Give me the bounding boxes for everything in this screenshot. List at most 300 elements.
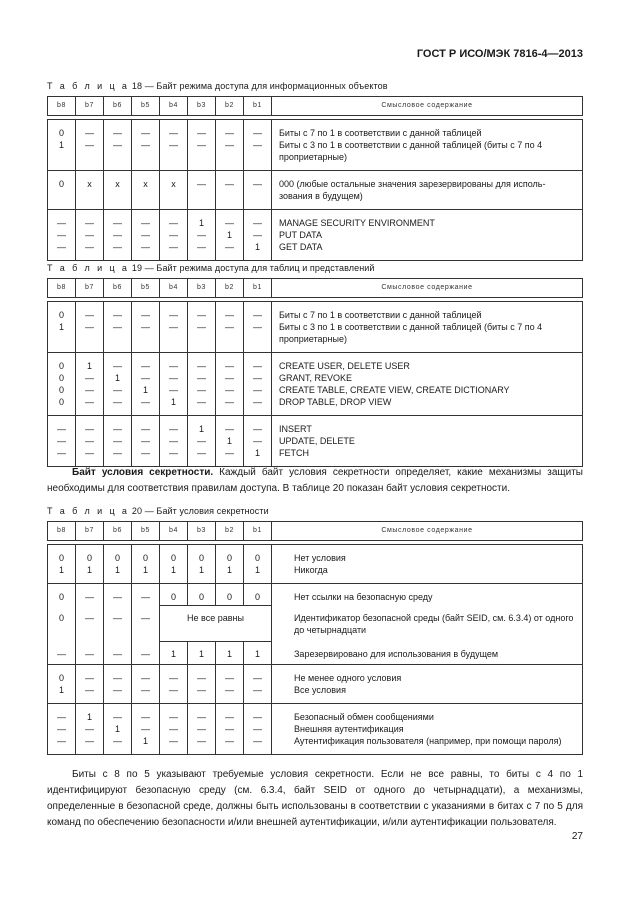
bit-value: 0	[58, 179, 64, 189]
bit-value: —	[169, 361, 178, 371]
bit-value: 0	[58, 553, 64, 563]
bit-value: —	[197, 385, 206, 395]
bit-value: —	[141, 140, 150, 150]
bit-cell	[160, 545, 188, 584]
bit-value: 0	[86, 553, 92, 563]
bit-cell	[160, 353, 188, 416]
bit-value: —	[169, 424, 178, 434]
bit-value: —	[253, 310, 262, 320]
bit-cell	[216, 171, 244, 210]
bit-value: —	[197, 242, 206, 252]
bit-cell	[160, 704, 188, 755]
content-line: MANAGE SECURITY ENVIRONMENT	[279, 218, 435, 228]
bit-value: —	[141, 361, 150, 371]
bit-cell	[160, 120, 188, 171]
bit-cell	[244, 416, 272, 467]
bit-value: —	[141, 322, 150, 332]
column-header-b5: b5	[132, 279, 160, 298]
column-header-b2: b2	[216, 279, 244, 298]
bit-value: —	[225, 397, 234, 407]
content-line: INSERT	[279, 424, 312, 434]
bit-cell	[216, 665, 244, 704]
column-header-b2: b2	[216, 97, 244, 116]
bit-cell	[132, 171, 160, 210]
column-header-b7: b7	[76, 97, 104, 116]
bit-value: 1	[114, 373, 120, 383]
bit-value: —	[85, 373, 94, 383]
bit-cell: 1	[244, 642, 272, 665]
bit-value: 1	[58, 685, 64, 695]
bit-value: 1	[254, 448, 260, 458]
bit-value: —	[85, 724, 94, 734]
bit-value: —	[141, 230, 150, 240]
bit-cell	[132, 210, 160, 261]
bit-value: —	[113, 242, 122, 252]
bit-cell	[76, 210, 104, 261]
bit-value: 1	[58, 140, 64, 150]
bit-value: —	[169, 436, 178, 446]
bit-value: —	[113, 385, 122, 395]
column-header-b1: b1	[244, 522, 272, 541]
bit-value: —	[113, 685, 122, 695]
bit-value: —	[197, 736, 206, 746]
bit-cell: 0	[48, 584, 76, 606]
content-cell	[272, 353, 583, 416]
bit-value: —	[197, 712, 206, 722]
bit-value: —	[225, 361, 234, 371]
bit-value: 0	[58, 673, 64, 683]
column-header-b3: b3	[188, 279, 216, 298]
bit-value: —	[57, 736, 66, 746]
bit-cell	[244, 302, 272, 353]
bit-value: —	[113, 140, 122, 150]
bit-value: —	[113, 397, 122, 407]
bit-value: —	[197, 230, 206, 240]
bit-cell	[188, 302, 216, 353]
bit-cell	[104, 704, 132, 755]
column-header-b6: b6	[104, 279, 132, 298]
content-line: Не менее одного условия	[294, 673, 402, 683]
bit-value: —	[197, 673, 206, 683]
bit-value: 1	[198, 565, 204, 575]
paragraph-text: Биты с 8 по 5 указывают требуемые условия секретности. Если не все равны, то биты с 4 по 1 идентифицируют безопасную среду (см. 6.3.4, байт SEID от одного до четырнадцати), а механизмы, определенные в безопасной среде, должны быть использованы в соответствии с указаниями в битах с 7 по 5 для команд по обеспечению безопасности и/или внешней аутентификации, и/или аутентификации пользователя.	[47, 769, 583, 828]
content-line: CREATE USER, DELETE USER	[279, 361, 410, 371]
content-line: UPDATE, DELETE	[279, 436, 355, 446]
table-row	[48, 642, 583, 665]
table-row	[48, 584, 583, 606]
table-row	[48, 606, 583, 642]
column-header-b5: b5	[132, 522, 160, 541]
bit-value: 1	[198, 218, 204, 228]
bit-value: —	[85, 128, 94, 138]
bit-value: —	[197, 685, 206, 695]
bit-cell	[48, 171, 76, 210]
bit-value: —	[197, 128, 206, 138]
bit-value: 0	[142, 553, 148, 563]
bit-value: —	[169, 230, 178, 240]
bit-value: —	[225, 322, 234, 332]
content-line: Внешняя аутентификация	[294, 724, 404, 734]
bit-cell	[244, 120, 272, 171]
bit-cell: 1	[216, 642, 244, 665]
bit-cell: —	[76, 642, 104, 665]
bit-cell: 1	[188, 642, 216, 665]
bit-cell	[160, 665, 188, 704]
bit-value: 1	[226, 230, 232, 240]
bit-value: —	[169, 685, 178, 695]
caption-text: 18 — Байт режима доступа для информационных объектов	[131, 81, 388, 91]
column-header-b4: b4	[160, 97, 188, 116]
bit-cell	[188, 171, 216, 210]
column-header-b7: b7	[76, 279, 104, 298]
bit-cell	[48, 120, 76, 171]
column-header-b8: b8	[48, 522, 76, 541]
bit-cell	[244, 704, 272, 755]
bit-value: 1	[114, 724, 120, 734]
bit-cell	[188, 545, 216, 584]
content-line: CREATE TABLE, CREATE VIEW, CREATE DICTIONARY	[279, 385, 510, 395]
column-header-content: Смысловое содержание	[272, 97, 583, 116]
bit-cell	[188, 704, 216, 755]
column-header-b6: b6	[104, 97, 132, 116]
bit-value: —	[169, 673, 178, 683]
bit-value: —	[169, 310, 178, 320]
bit-cell: —	[76, 606, 104, 642]
bit-value: —	[141, 724, 150, 734]
bit-cell	[76, 416, 104, 467]
paragraph-lead: Байт условия секретности.	[72, 467, 214, 478]
bit-cell	[48, 665, 76, 704]
bit-cell	[188, 416, 216, 467]
bit-value: x	[171, 179, 176, 189]
not-all-equal-cell: Не все равны	[160, 606, 272, 642]
content-cell	[272, 302, 583, 353]
content-line: Биты с 3 по 1 в соответствии с данной таблицей (биты с 7 по 4 проприетарные)	[279, 322, 543, 344]
bit-value: —	[141, 373, 150, 383]
bit-value: —	[225, 673, 234, 683]
bit-value: —	[113, 361, 122, 371]
bit-value: —	[85, 436, 94, 446]
bit-cell: 0	[160, 584, 188, 606]
bit-value: x	[143, 179, 148, 189]
bit-value: —	[141, 448, 150, 458]
bit-value: x	[115, 179, 120, 189]
bit-value: —	[253, 230, 262, 240]
page-number: 27	[571, 831, 583, 842]
bit-value: —	[141, 218, 150, 228]
bit-value: —	[197, 724, 206, 734]
table-18-caption	[47, 81, 388, 91]
bit-value: 1	[86, 361, 92, 371]
column-header-b1: b1	[244, 97, 272, 116]
bit-value: —	[141, 436, 150, 446]
bit-value: —	[85, 685, 94, 695]
bit-value: x	[87, 179, 92, 189]
table-row	[48, 120, 583, 171]
bit-value: —	[113, 230, 122, 240]
bit-value: —	[253, 373, 262, 383]
column-header-b4: b4	[160, 279, 188, 298]
content-line: Все условия	[294, 685, 346, 695]
bit-value: —	[253, 218, 262, 228]
content-cell	[272, 665, 583, 704]
content-cell	[272, 704, 583, 755]
bit-value: —	[225, 712, 234, 722]
bit-cell: —	[48, 642, 76, 665]
bit-value: —	[253, 128, 262, 138]
bit-cell	[48, 302, 76, 353]
bit-cell: —	[132, 606, 160, 642]
bit-value: 0	[58, 397, 64, 407]
bit-value: —	[253, 436, 262, 446]
bit-value: —	[225, 724, 234, 734]
bit-cell	[188, 120, 216, 171]
column-header-b8: b8	[48, 97, 76, 116]
bit-cell	[188, 353, 216, 416]
bit-value: —	[253, 361, 262, 371]
bit-cell	[104, 416, 132, 467]
column-header-b3: b3	[188, 522, 216, 541]
bit-cell	[160, 302, 188, 353]
bit-value: —	[85, 736, 94, 746]
bit-value: —	[197, 436, 206, 446]
bit-value: —	[253, 424, 262, 434]
bit-cell	[76, 302, 104, 353]
bit-value: 1	[170, 397, 176, 407]
bit-value: —	[253, 673, 262, 683]
bit-cell: 1	[160, 642, 188, 665]
bit-value: 1	[226, 565, 232, 575]
bit-cell: 0	[216, 584, 244, 606]
bit-value: —	[85, 397, 94, 407]
bit-cell	[244, 665, 272, 704]
bit-value: —	[85, 242, 94, 252]
bit-value: —	[141, 310, 150, 320]
column-header-b7: b7	[76, 522, 104, 541]
bit-cell	[48, 210, 76, 261]
bit-value: 1	[254, 565, 260, 575]
bit-value: —	[197, 373, 206, 383]
table-row	[48, 353, 583, 416]
bit-value: —	[253, 140, 262, 150]
bit-value: 1	[86, 712, 92, 722]
content-cell	[272, 210, 583, 261]
bit-value: —	[225, 310, 234, 320]
bit-value: 0	[58, 385, 64, 395]
bit-cell	[160, 171, 188, 210]
column-header-content: Смысловое содержание	[272, 279, 583, 298]
bit-value: —	[113, 218, 122, 228]
bit-cell: —	[104, 584, 132, 606]
bit-value: —	[85, 218, 94, 228]
bit-value: —	[197, 397, 206, 407]
column-header-b6: b6	[104, 522, 132, 541]
bit-value: —	[85, 140, 94, 150]
content-line: Безопасный обмен сообщениями	[294, 712, 434, 722]
bit-value: —	[169, 242, 178, 252]
bit-cell	[188, 665, 216, 704]
table-19-caption	[47, 263, 375, 273]
bit-value: —	[57, 424, 66, 434]
bit-cell	[216, 416, 244, 467]
bit-value: —	[85, 322, 94, 332]
column-header-content: Смысловое содержание	[272, 522, 583, 541]
bit-cell	[244, 171, 272, 210]
bit-value: —	[225, 242, 234, 252]
bit-cell	[132, 416, 160, 467]
bit-value: —	[85, 424, 94, 434]
bit-cell	[244, 210, 272, 261]
bit-value: —	[225, 140, 234, 150]
bit-value: 0	[114, 553, 120, 563]
table-row	[48, 665, 583, 704]
bit-value: 1	[58, 322, 64, 332]
bit-value: —	[113, 712, 122, 722]
bit-cell	[48, 704, 76, 755]
bit-value: —	[85, 385, 94, 395]
bit-value: 0	[58, 128, 64, 138]
bit-cell	[104, 210, 132, 261]
content-line: Нет условия	[294, 553, 346, 563]
bit-value: 1	[254, 242, 260, 252]
bit-value: —	[113, 322, 122, 332]
bit-cell	[132, 353, 160, 416]
bit-cell: —	[132, 642, 160, 665]
bit-cell: 0	[244, 584, 272, 606]
bit-value: 0	[58, 310, 64, 320]
bit-cell	[76, 120, 104, 171]
bit-value: —	[113, 128, 122, 138]
bit-value: —	[113, 448, 122, 458]
table-row	[48, 171, 583, 210]
table-row	[48, 704, 583, 755]
bit-cell	[216, 704, 244, 755]
content-cell	[272, 171, 583, 210]
bit-value: —	[113, 436, 122, 446]
bit-value: —	[141, 242, 150, 252]
bit-value: —	[225, 424, 234, 434]
bit-value: —	[225, 373, 234, 383]
bit-cell: —	[104, 606, 132, 642]
bit-value: —	[197, 322, 206, 332]
bit-cell	[76, 545, 104, 584]
bit-value: —	[85, 310, 94, 320]
row-text: Зарезервировано для использования в будущем	[272, 642, 583, 665]
bit-value: —	[253, 685, 262, 695]
bit-value: —	[57, 242, 66, 252]
bit-value: —	[113, 736, 122, 746]
table-row	[48, 416, 583, 467]
table-19	[47, 278, 583, 467]
bit-cell	[132, 120, 160, 171]
bit-value: —	[113, 673, 122, 683]
content-cell	[272, 416, 583, 467]
content-line: Аутентификация пользователя (например, при помощи пароля)	[294, 736, 562, 746]
column-header-b4: b4	[160, 522, 188, 541]
bit-value: —	[57, 724, 66, 734]
bit-cell: —	[104, 642, 132, 665]
bit-cell	[104, 120, 132, 171]
bit-value: —	[141, 712, 150, 722]
bit-value: 0	[198, 553, 204, 563]
content-line: FETCH	[279, 448, 309, 458]
table-18	[47, 96, 583, 261]
bit-value: 1	[58, 565, 64, 575]
document-header: ГОСТ Р ИСО/МЭК 7816-4—2013	[416, 48, 583, 60]
bit-cell	[76, 353, 104, 416]
bit-cell: 0	[188, 584, 216, 606]
bit-value: —	[253, 736, 262, 746]
column-header-b3: b3	[188, 97, 216, 116]
caption-text: 20 — Байт условия секретности	[131, 506, 269, 516]
bit-value: —	[253, 385, 262, 395]
bit-value: —	[141, 685, 150, 695]
bit-value: —	[225, 179, 234, 189]
paragraph-text: Каждый байт условия секретности определяет, какие механизмы защиты необходимы для соответствия правилам доступа. В таблице 20 показан байт условия секретности.	[47, 467, 583, 494]
bit-value: 0	[254, 553, 260, 563]
bit-cell	[76, 171, 104, 210]
bit-cell	[104, 302, 132, 353]
bit-value: —	[197, 310, 206, 320]
bit-value: —	[169, 128, 178, 138]
bit-value: —	[169, 736, 178, 746]
bit-value: 0	[226, 553, 232, 563]
bit-value: —	[169, 140, 178, 150]
bit-value: —	[253, 724, 262, 734]
bit-cell	[216, 210, 244, 261]
row-text: Идентификатор безопасной среды (байт SEID, см. 6.3.4) от одного до четырнадцати	[272, 606, 583, 642]
bit-cell	[160, 210, 188, 261]
bit-value: —	[197, 361, 206, 371]
bit-cell	[48, 545, 76, 584]
content-line: GRANT, REVOKE	[279, 373, 353, 383]
bit-cell	[216, 353, 244, 416]
bit-cell	[104, 171, 132, 210]
bit-cell: 0	[48, 606, 76, 642]
column-header-b5: b5	[132, 97, 160, 116]
bit-value: —	[169, 712, 178, 722]
bit-value: —	[85, 448, 94, 458]
bit-value: —	[225, 685, 234, 695]
bit-value: —	[197, 448, 206, 458]
bit-value: —	[253, 712, 262, 722]
bit-cell	[104, 353, 132, 416]
bit-value: —	[197, 179, 206, 189]
bit-value: 1	[86, 565, 92, 575]
table-row	[48, 210, 583, 261]
content-line: PUT DATA	[279, 230, 323, 240]
bit-cell: —	[76, 584, 104, 606]
bit-cell	[216, 302, 244, 353]
bit-cell	[104, 665, 132, 704]
row-text: Нет ссылки на безопасную среду	[272, 584, 583, 606]
bit-value: 0	[58, 361, 64, 371]
content-line: Никогда	[294, 565, 328, 575]
bit-value: —	[113, 310, 122, 320]
bit-cell	[104, 545, 132, 584]
bit-value: —	[169, 218, 178, 228]
bit-value: 1	[142, 736, 148, 746]
bit-cell	[216, 120, 244, 171]
bit-cell	[132, 665, 160, 704]
bit-value: —	[141, 673, 150, 683]
bit-value: —	[253, 322, 262, 332]
bit-value: —	[141, 424, 150, 434]
table-row	[48, 302, 583, 353]
table-row	[48, 545, 583, 584]
paragraph-security-condition	[47, 465, 583, 497]
bit-cell	[244, 545, 272, 584]
